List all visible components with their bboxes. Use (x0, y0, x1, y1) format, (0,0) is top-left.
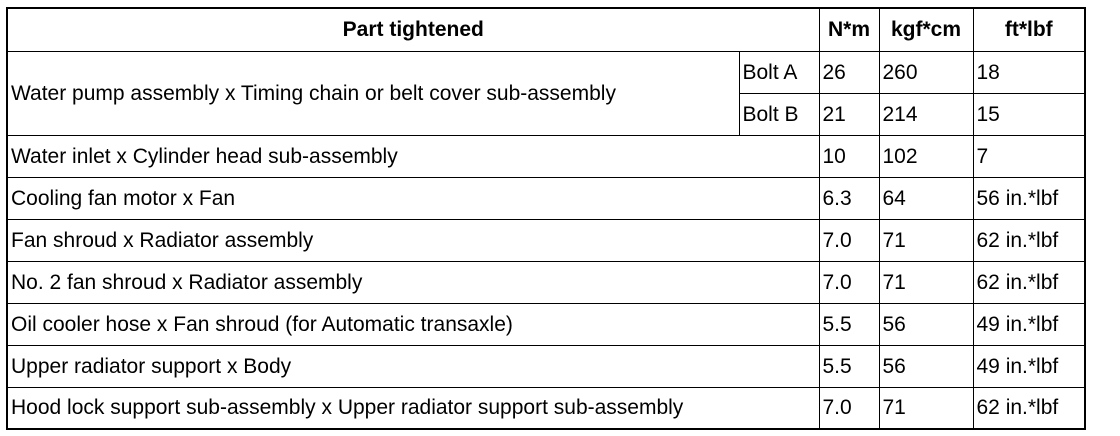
table-row (7, 51, 1085, 93)
header-kgfcm: kgf*cm (879, 8, 973, 51)
nm-cell: 7.0 (819, 219, 879, 261)
ftlbf-cell: 7 (973, 135, 1085, 177)
nm-cell: 5.5 (819, 303, 879, 345)
table-row (7, 135, 1085, 177)
part-cell: Water pump assembly x Timing chain or belt cover sub-assembly (7, 51, 739, 135)
part-cell: Cooling fan motor x Fan (7, 177, 819, 219)
kgfcm-cell: 56 (879, 345, 973, 387)
kgfcm-cell: 71 (879, 261, 973, 303)
ftlbf-cell: 49 in.*lbf (973, 345, 1085, 387)
table-row (7, 261, 1085, 303)
kgfcm-cell: 71 (879, 387, 973, 429)
table-row (7, 219, 1085, 261)
part-cell: Oil cooler hose x Fan shroud (for Automatic transaxle) (7, 303, 819, 345)
nm-cell: 7.0 (819, 261, 879, 303)
part-cell: Hood lock support sub-assembly x Upper radiator support sub-assembly (7, 387, 819, 429)
nm-cell: 10 (819, 135, 879, 177)
part-cell: Water inlet x Cylinder head sub-assembly (7, 135, 819, 177)
table-header-row (7, 8, 1085, 51)
table-row (7, 387, 1085, 429)
part-cell: Fan shroud x Radiator assembly (7, 219, 819, 261)
part-cell: No. 2 fan shroud x Radiator assembly (7, 261, 819, 303)
header-part-tightened: Part tightened (7, 8, 819, 51)
kgfcm-cell: 102 (879, 135, 973, 177)
kgfcm-cell: 64 (879, 177, 973, 219)
header-ftlbf: ft*lbf (973, 8, 1085, 51)
kgfcm-cell: 260 (879, 51, 973, 93)
nm-cell: 7.0 (819, 387, 879, 429)
ftlbf-cell: 62 in.*lbf (973, 387, 1085, 429)
part-cell: Upper radiator support x Body (7, 345, 819, 387)
ftlbf-cell: 62 in.*lbf (973, 219, 1085, 261)
table-row (7, 345, 1085, 387)
bolt-label-cell: Bolt A (739, 51, 819, 93)
nm-cell: 21 (819, 93, 879, 135)
header-nm: N*m (819, 8, 879, 51)
ftlbf-cell: 18 (973, 51, 1085, 93)
bolt-label-cell: Bolt B (739, 93, 819, 135)
nm-cell: 26 (819, 51, 879, 93)
ftlbf-cell: 49 in.*lbf (973, 303, 1085, 345)
nm-cell: 6.3 (819, 177, 879, 219)
kgfcm-cell: 214 (879, 93, 973, 135)
kgfcm-cell: 71 (879, 219, 973, 261)
nm-cell: 5.5 (819, 345, 879, 387)
kgfcm-cell: 56 (879, 303, 973, 345)
table-row (7, 177, 1085, 219)
ftlbf-cell: 15 (973, 93, 1085, 135)
table-row (7, 303, 1085, 345)
ftlbf-cell: 62 in.*lbf (973, 261, 1085, 303)
torque-specification-table (6, 7, 1086, 430)
ftlbf-cell: 56 in.*lbf (973, 177, 1085, 219)
